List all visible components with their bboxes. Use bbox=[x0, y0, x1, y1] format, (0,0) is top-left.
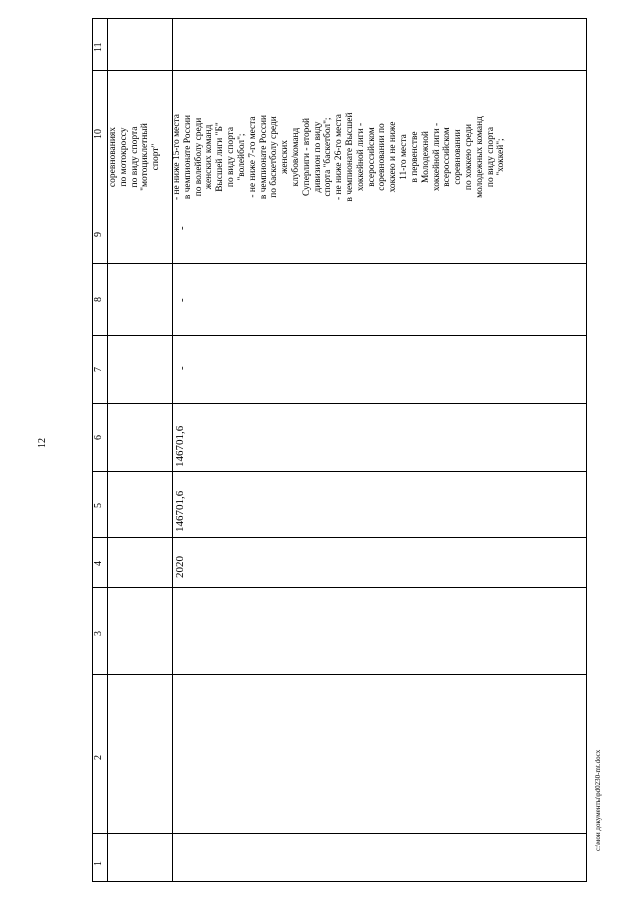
footer-file-path: c:\мои документы\pd0230-mt.docx bbox=[594, 749, 602, 851]
column-number-11: 11 bbox=[93, 42, 104, 52]
indicator-text: - не ниже 15-го места в чемпионате России по волейболу среди женских команд Высшей лиги "Б" по виду спорта "волейбол"; - не ниже 7-го места в чемпионате России по баскетболу среди женских клубов/команд Суперлиги - второй дивизион по виду спорта "баскетбол"; - не ниже 26-го места в чемпионате Высшей хоккейной лиги - всероссийском соревновании по хоккею и не ниже 11-го места в первенстве Молодежной хоккейной лиги - всероссийском соревновании по хоккею среди молодежных команд по виду спорта "хоккей"; bbox=[172, 112, 507, 202]
cell-year: 2020 bbox=[174, 556, 186, 578]
column-number-6: 6 bbox=[93, 435, 104, 440]
cell-col6-value: 146701,6 bbox=[174, 425, 186, 467]
grid-line bbox=[93, 537, 586, 538]
cell-col5-value: 146701,6 bbox=[174, 490, 186, 532]
grid-line bbox=[93, 263, 586, 264]
column-number-9: 9 bbox=[93, 232, 104, 237]
continuation-text: соревнованиях по мотокроссу по виду спорта "мотоциклетный спорт" bbox=[108, 123, 162, 191]
column-number-1: 1 bbox=[93, 861, 104, 866]
cell-col8: - bbox=[176, 298, 188, 302]
grid-line bbox=[93, 471, 586, 472]
grid-line bbox=[93, 587, 586, 588]
cell-col9: - bbox=[176, 226, 188, 230]
cell-col7: - bbox=[176, 366, 188, 370]
grid-line bbox=[93, 335, 586, 336]
column-number-3: 3 bbox=[93, 631, 104, 636]
column-number-10: 10 bbox=[93, 129, 104, 139]
column-number-5: 5 bbox=[93, 503, 104, 508]
grid-line bbox=[93, 833, 586, 834]
column-number-8: 8 bbox=[93, 297, 104, 302]
page-number: 12 bbox=[37, 438, 48, 448]
grid-line bbox=[93, 403, 586, 404]
column-number-2: 2 bbox=[93, 755, 104, 760]
column-number-7: 7 bbox=[93, 367, 104, 372]
grid-line bbox=[93, 674, 586, 675]
column-number-4: 4 bbox=[93, 561, 104, 566]
